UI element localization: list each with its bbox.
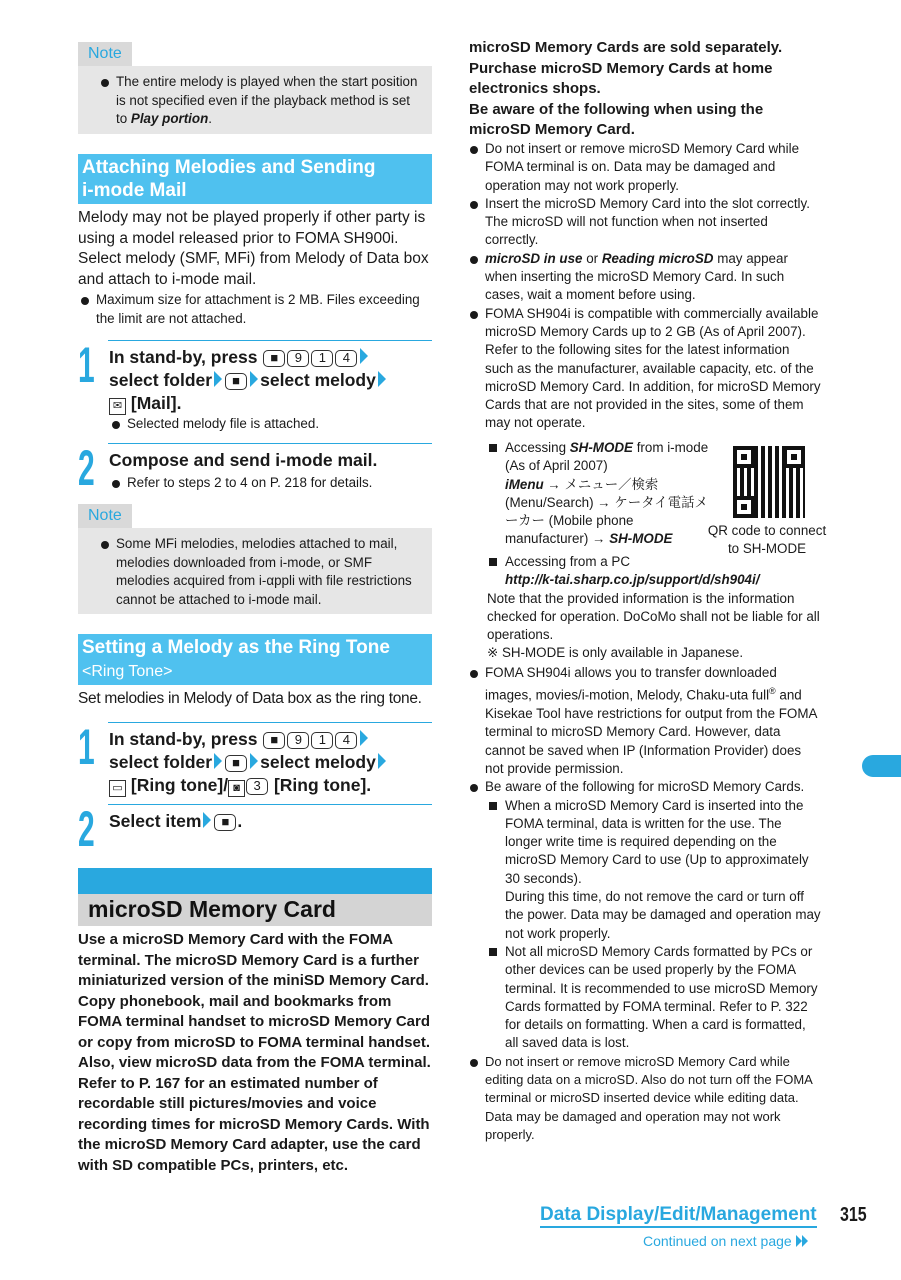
menu-key: ■ <box>225 373 247 390</box>
continued-next-page: Continued on next page <box>643 1233 808 1249</box>
arrow-icon <box>250 371 258 387</box>
menu-key: ■ <box>263 350 285 367</box>
step-note: Selected melody file is attached. <box>111 415 465 434</box>
step-1: 1 In stand-by, press ■ 9 1 4 select folder ■ select melody ▭ [Ring tone]/ ◙ 3 [Ring tone]. <box>78 722 432 802</box>
sharp-support-link[interactable]: http://k-tai.sharp.co.jp/support/d/sh904i/ <box>505 572 760 588</box>
arrow-icon <box>214 371 222 387</box>
chapter-tab <box>862 755 901 777</box>
book-icon: ▭ <box>109 780 126 797</box>
key-9: 9 <box>287 350 309 367</box>
page-number: 315 <box>840 1204 867 1226</box>
step-2: 2 Select item ■ . <box>78 804 432 854</box>
note-2: Note Some MFi melodies, melodies attached to mail, melodies downloaded from i-mode, or SMF melodies acquired from i-αppli with file restrictions cannot be attached to i-mode mail. <box>78 504 432 614</box>
key-1: 1 <box>311 350 333 367</box>
section-heading-ring-tone: Setting a Melody as the Ring Tone <Ring Tone> <box>78 634 432 685</box>
key-4: 4 <box>335 350 357 367</box>
step-note: Refer to steps 2 to 4 on P. 218 for details. <box>111 474 465 493</box>
chapter-title: microSD Memory Card <box>78 894 432 926</box>
qr-caption: QR code to connect to SH-MODE <box>707 523 827 557</box>
arrow-icon <box>378 371 386 387</box>
note-label: Note <box>78 42 132 66</box>
step-2: 2 Compose and send i-mode mail. Refer to steps 2 to 4 on P. 218 for details. <box>78 443 432 493</box>
note-bullet: The entire melody is played when the start position is not specified even if the playback method is set to Play portion. <box>100 73 422 129</box>
qr-code <box>733 446 805 518</box>
section-heading-attaching-melodies: Attaching Melodies and Sending i-mode Mail <box>78 154 432 204</box>
footer-section-title: Data Display/Edit/Management <box>540 1204 817 1228</box>
bullet-item: Maximum size for attachment is 2 MB. Files exceeding the limit are not attached. <box>80 291 434 328</box>
arrow-icon <box>360 348 368 364</box>
mail-icon: ✉ <box>109 398 126 415</box>
camera-icon: ◙ <box>228 780 245 797</box>
chapter-intro: Use a microSD Memory Card with the FOMA terminal. The microSD Memory Card is a further miniaturized version of the miniSD Memory Card. Copy phonebook, mail and bookmarks from FOMA terminal handset to microSD Memory Card or copy from microSD to FOMA terminal handset. Also, view microSD data from the FOMA terminal. Refer to P. 167 for an estimated number of recordable still pictures/movies and voice recording times for microSD Memory Cards. With the microSD Memory Card adapter, use the card with SD compatible PCs, printers, etc. <box>78 931 431 1174</box>
section-body: Melody may not be played properly if other party is using a model released prior to FOMA SH900i. Select melody (SMF, MFi) from Melody of Data box and attach to i-mode mail. <box>78 209 429 288</box>
note-1 <box>78 42 432 134</box>
step-1: 1 In stand-by, press ■ 9 1 4 select folder ■ select melody ✉ [Mail]. Selected melody file is attached. <box>78 340 432 440</box>
